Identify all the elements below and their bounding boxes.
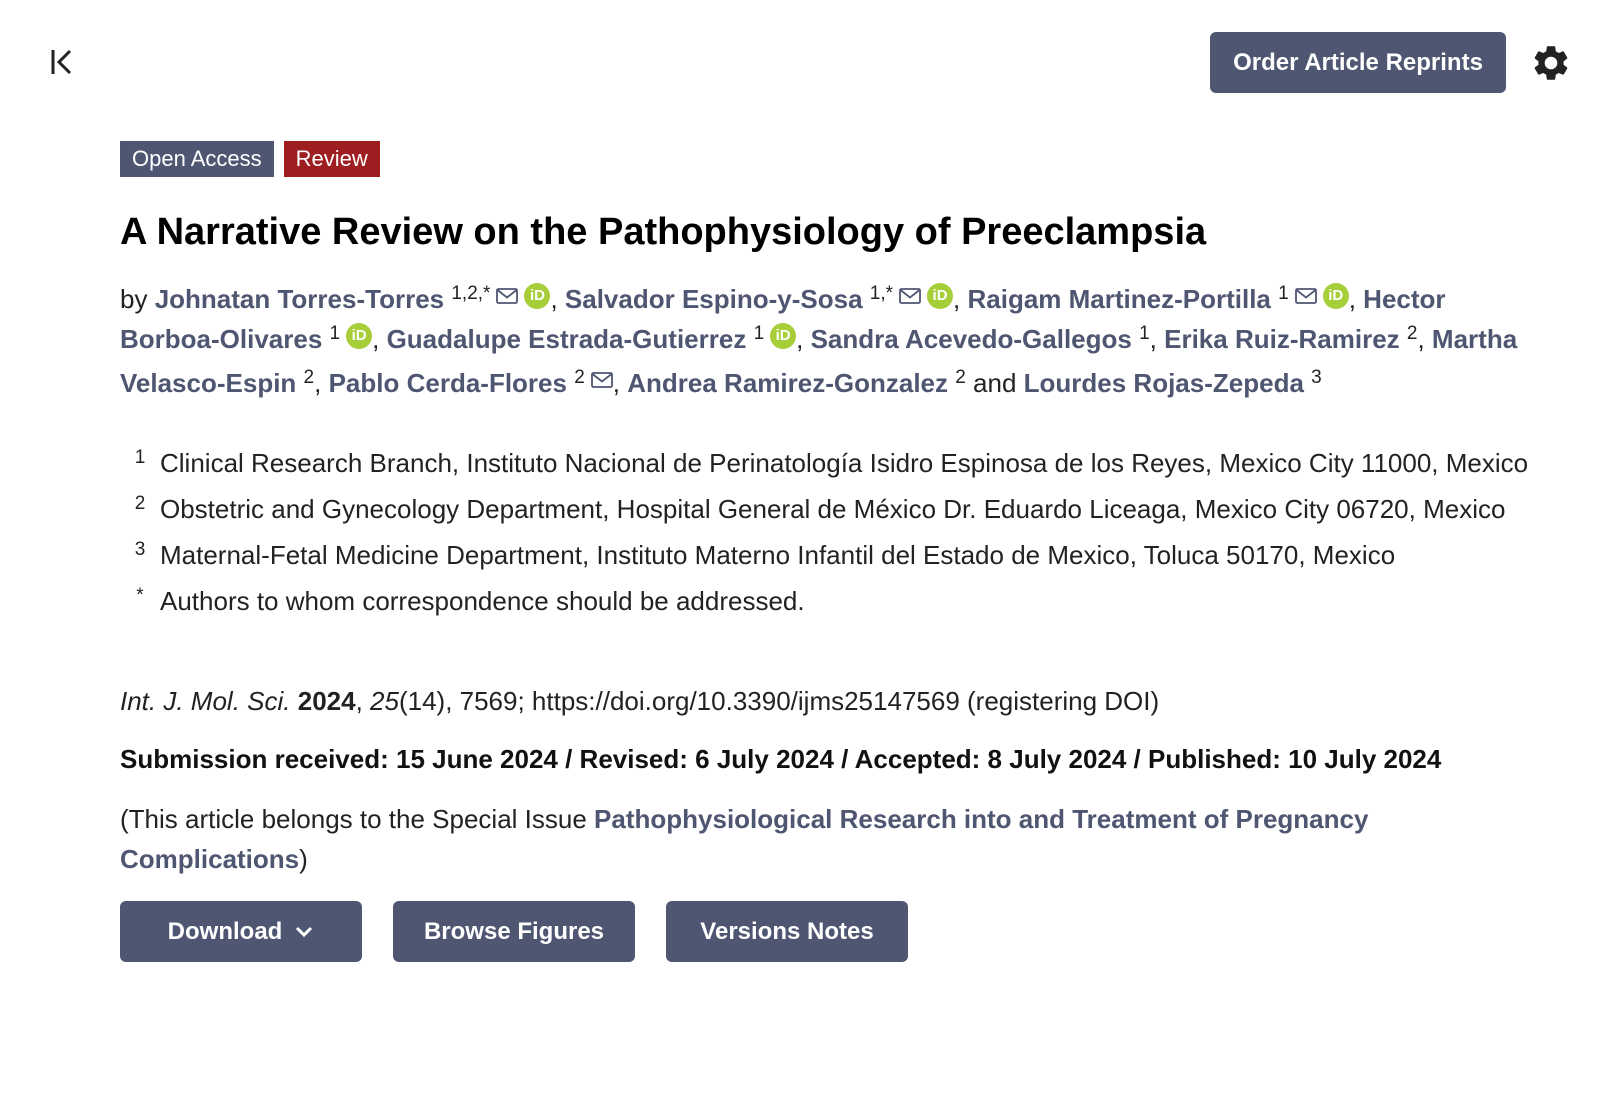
affiliation-item <box>120 443 1540 483</box>
author-name[interactable]: Raigam Martinez-Portilla <box>967 284 1271 314</box>
author-affiliation-sup: 2 <box>574 367 585 388</box>
affiliation-item <box>120 489 1540 529</box>
special-issue-link[interactable]: Pathophysiological Research into and Treatment of Pregnancy Complications <box>120 804 1369 874</box>
affiliation-item <box>120 535 1540 575</box>
author-name[interactable]: Lourdes Rojas-Zepeda <box>1023 368 1304 398</box>
author-name[interactable]: Hector Borboa-Olivares <box>120 284 1446 354</box>
author-name[interactable]: Pablo Cerda-Flores <box>328 368 567 398</box>
author-name[interactable]: Salvador Espino-y-Sosa <box>564 284 863 314</box>
author-affiliation-sup: 3 <box>1311 367 1322 388</box>
article-badges <box>120 141 1540 177</box>
orcid-icon[interactable]: iD <box>927 283 953 309</box>
review-badge: Review <box>284 141 380 177</box>
orcid-icon[interactable]: iD <box>346 323 372 349</box>
author-name[interactable]: Guadalupe Estrada-Gutierrez <box>386 324 747 354</box>
author-affiliation-sup: 2 <box>1406 323 1418 344</box>
collapse-left-icon <box>46 46 78 78</box>
affiliation-number: 3 <box>134 539 146 560</box>
author-name[interactable]: Andrea Ramirez-Gonzalez <box>627 368 948 398</box>
article-title: A Narrative Review on the Pathophysiology of Preeclampsia <box>120 211 1207 253</box>
author-affiliation-sup: 1,2,* <box>451 283 491 304</box>
author-name[interactable]: Erika Ruiz-Ramirez <box>1164 324 1400 354</box>
affiliation-text: Authors to whom correspondence should be addressed. <box>160 586 805 616</box>
author-name[interactable]: Sandra Acevedo-Gallegos <box>810 324 1132 354</box>
special-issue-note <box>120 799 1540 879</box>
affiliation-item <box>120 581 1540 621</box>
open-access-badge: Open Access <box>120 141 274 177</box>
citation-volume: 25 <box>370 686 399 716</box>
affiliation-number: * <box>136 585 144 606</box>
affiliations-list <box>120 443 1540 621</box>
affiliation-number: 1 <box>134 447 146 468</box>
orcid-icon[interactable]: iD <box>524 283 550 309</box>
affiliation-text: Obstetric and Gynecology Department, Hospital General de México Dr. Eduardo Liceaga, Mexico City 06720, Mexico <box>160 494 1506 524</box>
download-button[interactable] <box>120 901 362 962</box>
article-actions <box>120 901 1540 962</box>
journal-name: Int. J. Mol. Sci. <box>120 686 291 716</box>
special-issue-suffix: ) <box>299 844 308 874</box>
author-name[interactable]: Martha Velasco-Espin <box>120 324 1518 398</box>
versions-notes-button[interactable]: Versions Notes <box>666 901 908 962</box>
author-affiliation-sup: 1 <box>1139 323 1150 344</box>
chevron-down-icon <box>294 925 314 939</box>
email-icon[interactable] <box>899 275 921 315</box>
affiliation-text: Maternal-Fetal Medicine Department, Instituto Materno Infantil del Estado de Mexico, Toluca 50170, Mexico <box>160 540 1396 570</box>
download-label: Download <box>167 917 283 945</box>
email-icon[interactable] <box>1295 275 1317 315</box>
article-header <box>120 141 1540 962</box>
author-affiliation-sup: 2 <box>303 367 315 388</box>
author-affiliation-sup: 2 <box>955 367 966 388</box>
affiliation-text: Clinical Research Branch, Instituto Nacional de Perinatología Isidro Espinosa de los Reyes, Mexico City 11000, Mexico <box>160 448 1529 478</box>
by-label: by <box>120 284 155 314</box>
author-affiliation-sup: 1 <box>1278 283 1289 304</box>
author-affiliation-sup: 1 <box>329 323 341 344</box>
affiliation-number: 2 <box>134 493 146 514</box>
author-affiliation-sup: 1 <box>753 323 765 344</box>
orcid-icon[interactable]: iD <box>1323 283 1349 309</box>
email-icon[interactable] <box>496 275 518 315</box>
special-issue-prefix: (This article belongs to the Special Issue <box>120 804 595 834</box>
orcid-icon[interactable]: iD <box>770 323 796 349</box>
browse-figures-button[interactable]: Browse Figures <box>393 901 635 962</box>
citation-details: (14), 7569; https://doi.org/10.3390/ijms25147569 (registering DOI) <box>398 686 1160 716</box>
publication-dates: Submission received: 15 June 2024 / Revised: 6 July 2024 / Accepted: 8 July 2024 / Published: 10 July 2024 <box>120 744 1442 774</box>
author-affiliation-sup: 1,* <box>869 283 894 304</box>
order-reprints-button[interactable]: Order Article Reprints <box>1210 32 1506 93</box>
citation: Int. J. Mol. Sci. 2024, 25(14), 7569; https://doi.org/10.3390/ijms25147569 (registering DOI) <box>120 686 1160 716</box>
collapse-sidebar-button[interactable] <box>44 44 80 80</box>
settings-button[interactable] <box>1528 40 1574 86</box>
gear-icon <box>1530 42 1572 84</box>
citation-year: 2024 <box>297 686 356 716</box>
author-list: by Johnatan Torres-Torres $^{1,2,*}$ iD , Salvador Espino-y-Sosa $^{1,*}$ iD , Raigam Martinez-Portilla $^1$ iD , Hector Borboa-Olivares $^1$ iD , Guadalupe Estrada-Gutierrez $^1$ iD , Sandra Acevedo-Gallegos $^1$, Erika Ruiz-Ramirez $^2$, Martha Velasco-Espin $^2$, Pablo Cerda-Flores $^2$ , Andrea Ramirez-Gonzalez $^2$ and Lourdes Rojas-Zepeda $^3$ <box>120 275 1540 403</box>
email-icon[interactable] <box>591 359 613 399</box>
author-name[interactable]: Johnatan Torres-Torres <box>154 284 445 314</box>
